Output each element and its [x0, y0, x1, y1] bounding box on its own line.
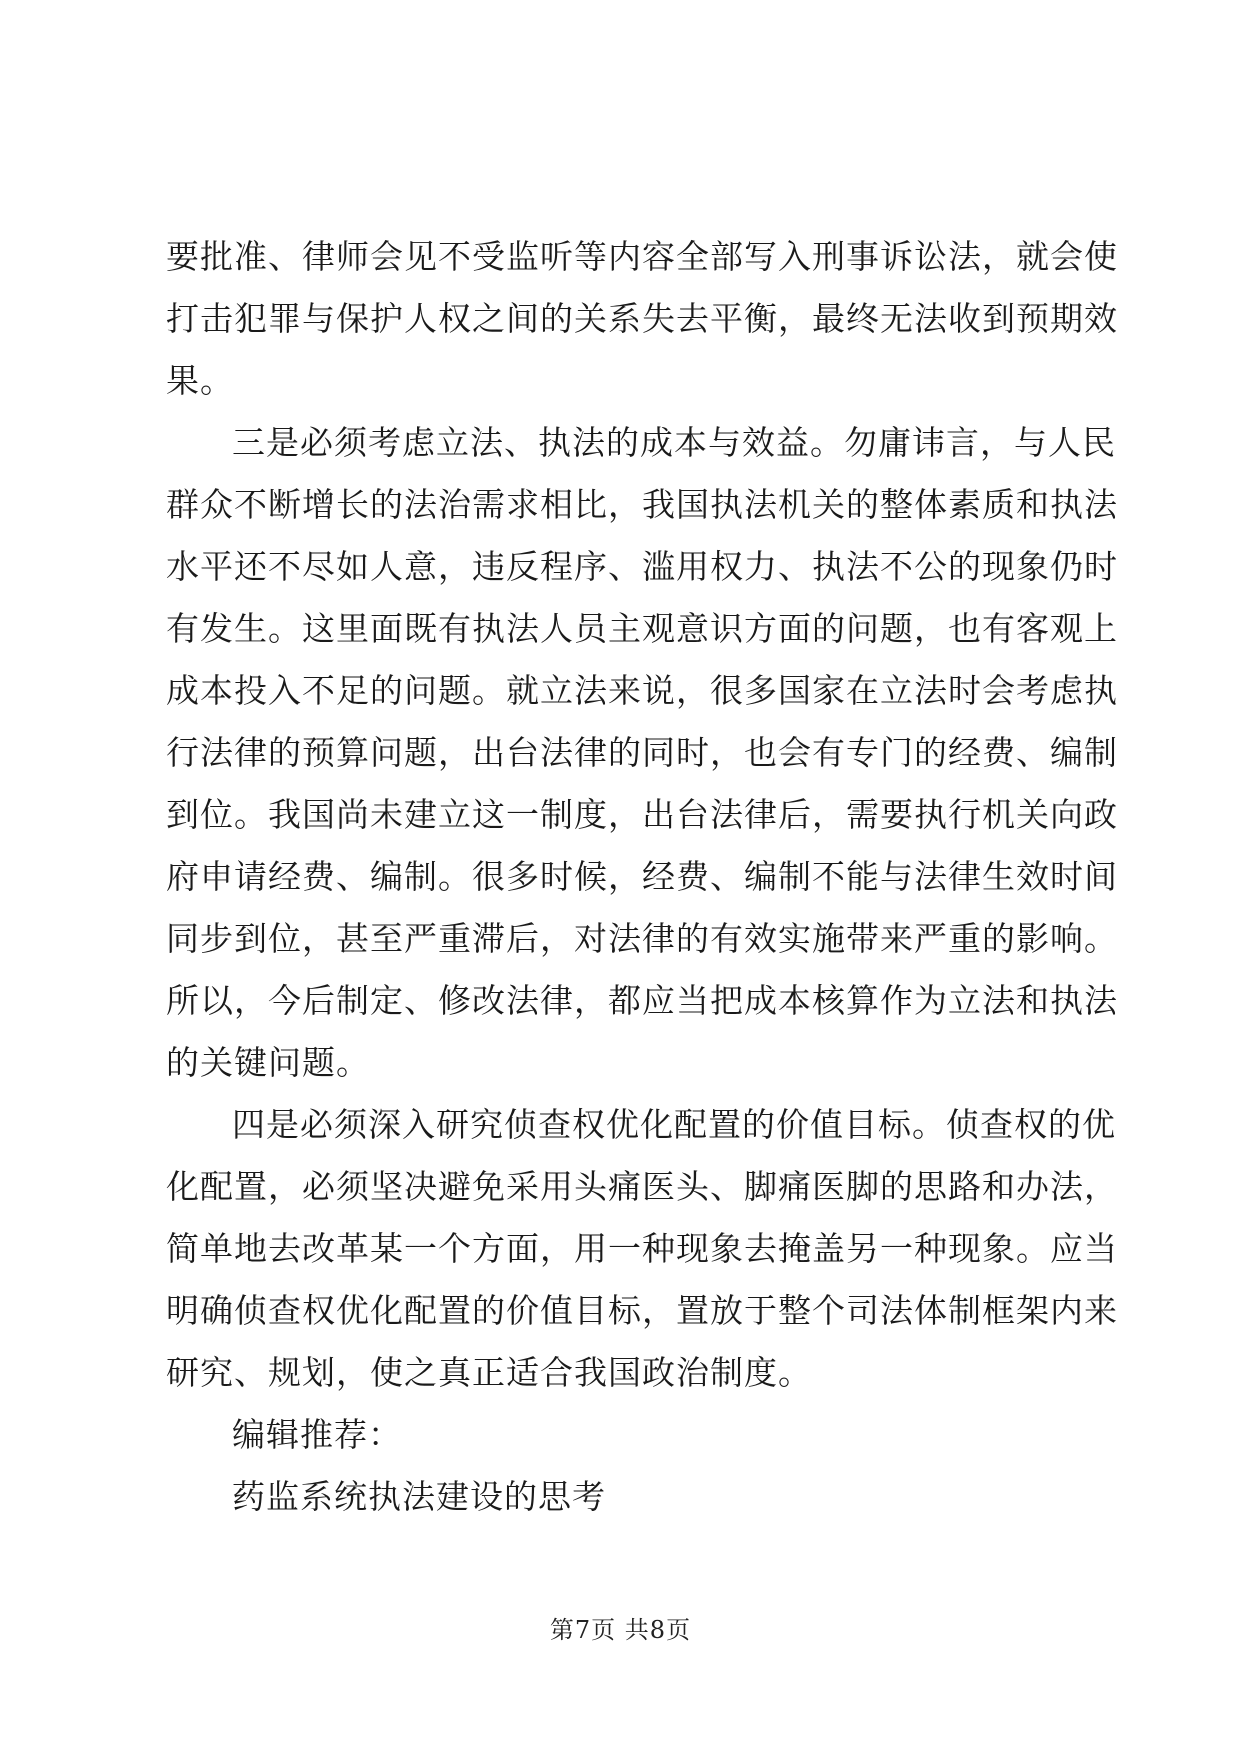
- text-line: 同步到位，甚至严重滞后，对法律的有效实施带来严重的影响。: [166, 919, 1118, 958]
- text-line: 到位。我国尚未建立这一制度，出台法律后，需要执行机关向政: [166, 795, 1118, 834]
- text-line: 三是必须考虑立法、执法的成本与效益。勿庸讳言，与人民: [232, 423, 1116, 462]
- paragraph-2: [166, 412, 1118, 1094]
- text-line: 果。: [166, 361, 234, 400]
- text-line: 化配置，必须坚决避免采用头痛医头、脚痛医脚的思路和办法，: [166, 1167, 1118, 1206]
- text-line: 研究、规划，使之真正适合我国政治制度。: [166, 1353, 812, 1392]
- paragraph-3: [166, 1094, 1118, 1404]
- text-line: 的关键问题。: [166, 1043, 370, 1082]
- recommended-article-link[interactable]: 药监系统执法建设的思考: [232, 1477, 606, 1516]
- text-line: 有发生。这里面既有执法人员主观意识方面的问题，也有客观上: [166, 609, 1118, 648]
- text-line: 成本投入不足的问题。就立法来说，很多国家在立法时会考虑执: [166, 671, 1118, 710]
- editor-recommend-section: [166, 1404, 1076, 1528]
- editor-recommend-label: 编辑推荐：: [232, 1415, 402, 1454]
- text-line: 所以，今后制定、修改法律，都应当把成本核算作为立法和执法: [166, 981, 1118, 1020]
- page-number-footer: 第7页 共8页: [549, 1616, 692, 1644]
- document-body: [166, 226, 1118, 1528]
- paragraph-1: [166, 226, 1118, 412]
- text-line: 明确侦查权优化配置的价值目标，置放于整个司法体制框架内来: [166, 1291, 1118, 1330]
- text-line: 府申请经费、编制。很多时候，经费、编制不能与法律生效时间: [166, 857, 1118, 896]
- text-line: 简单地去改革某一个方面，用一种现象去掩盖另一种现象。应当: [166, 1229, 1118, 1268]
- text-line: 四是必须深入研究侦查权优化配置的价值目标。侦查权的优: [232, 1105, 1116, 1144]
- text-line: 要批准、律师会见不受监听等内容全部写入刑事诉讼法，就会使: [166, 237, 1118, 276]
- text-line: 行法律的预算问题，出台法律的同时，也会有专门的经费、编制: [166, 733, 1118, 772]
- text-line: 打击犯罪与保护人权之间的关系失去平衡，最终无法收到预期效: [166, 299, 1118, 338]
- text-line: 群众不断增长的法治需求相比，我国执法机关的整体素质和执法: [166, 485, 1118, 524]
- text-line: 水平还不尽如人意，违反程序、滥用权力、执法不公的现象仍时: [166, 547, 1118, 586]
